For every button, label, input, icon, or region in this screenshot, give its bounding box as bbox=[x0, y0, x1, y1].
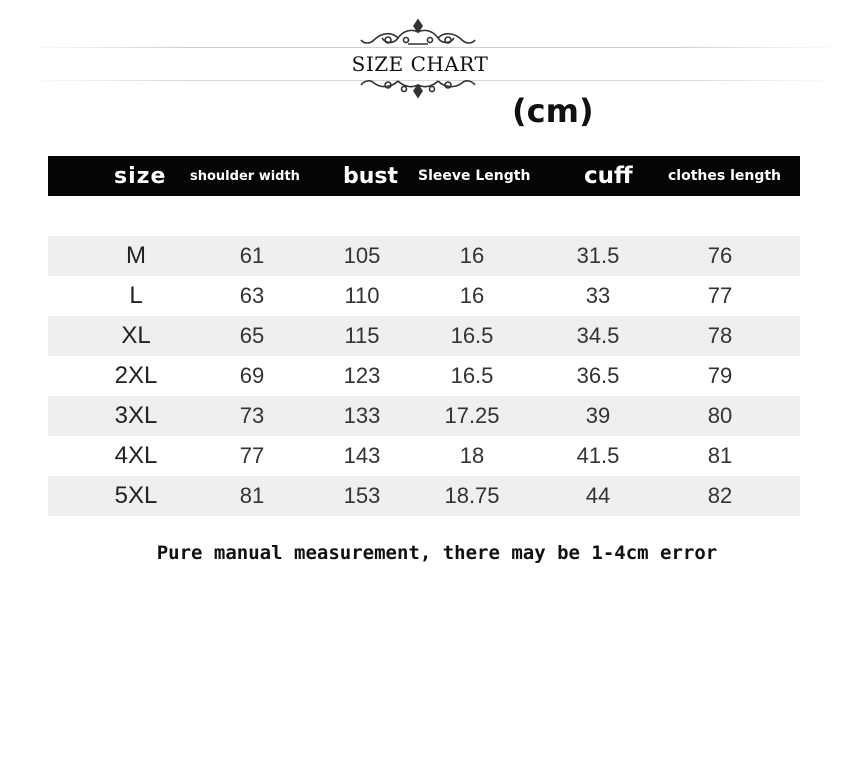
cell-length: 77 bbox=[707, 283, 733, 308]
cell-shoulder: 81 bbox=[239, 483, 265, 508]
cell-length: 81 bbox=[707, 443, 733, 468]
cell-shoulder: 69 bbox=[239, 363, 265, 388]
ornament-top-icon bbox=[358, 16, 478, 48]
unit-label: (cm) bbox=[512, 92, 594, 130]
cell-cuff: 33 bbox=[585, 283, 611, 308]
cell-bust: 133 bbox=[343, 403, 381, 428]
cell-bust: 115 bbox=[344, 323, 380, 348]
cell-sleeve: 16.5 bbox=[450, 323, 494, 348]
cell-length: 79 bbox=[707, 363, 733, 388]
cell-size: 4XL bbox=[114, 442, 158, 469]
header-sleeve-length: Sleeve Length bbox=[418, 168, 531, 184]
cell-cuff: 34.5 bbox=[576, 323, 620, 348]
cell-bust: 105 bbox=[343, 243, 381, 268]
cell-size: 5XL bbox=[114, 482, 158, 509]
table-header bbox=[48, 156, 800, 196]
cell-cuff: 36.5 bbox=[576, 363, 620, 388]
cell-bust: 110 bbox=[344, 283, 380, 308]
cell-shoulder: 65 bbox=[239, 323, 265, 348]
cell-shoulder: 61 bbox=[239, 243, 265, 268]
cell-sleeve: 17.25 bbox=[444, 403, 500, 428]
table-row bbox=[48, 276, 800, 316]
cell-length: 82 bbox=[707, 483, 733, 508]
cell-size: M bbox=[126, 242, 146, 269]
table-row bbox=[48, 476, 800, 516]
measurement-note: Pure manual measurement, there may be 1-4cm error bbox=[156, 542, 718, 564]
cell-size: 3XL bbox=[114, 402, 158, 429]
header-bust: bust bbox=[343, 163, 399, 189]
cell-shoulder: 63 bbox=[239, 283, 265, 308]
cell-cuff: 41.5 bbox=[576, 443, 620, 468]
table-row bbox=[48, 316, 800, 356]
table-row bbox=[48, 396, 800, 436]
cell-sleeve: 16 bbox=[459, 283, 485, 308]
cell-size: 2XL bbox=[114, 362, 158, 389]
header-clothes-length: clothes length bbox=[668, 168, 782, 184]
size-table-body bbox=[48, 236, 800, 516]
header-cuff: cuff bbox=[584, 163, 633, 189]
header-size: size bbox=[114, 163, 167, 189]
cell-sleeve: 16 bbox=[459, 243, 485, 268]
cell-bust: 123 bbox=[343, 363, 381, 388]
cell-sleeve: 18 bbox=[459, 443, 485, 468]
cell-size: L bbox=[129, 282, 143, 309]
cell-length: 76 bbox=[707, 243, 733, 268]
cell-shoulder: 77 bbox=[239, 443, 265, 468]
cell-cuff: 39 bbox=[585, 403, 611, 428]
table-row bbox=[48, 356, 800, 396]
cell-length: 78 bbox=[707, 323, 733, 348]
cell-sleeve: 16.5 bbox=[450, 363, 494, 388]
cell-shoulder: 73 bbox=[239, 403, 265, 428]
cell-bust: 153 bbox=[343, 483, 381, 508]
cell-cuff: 31.5 bbox=[576, 243, 620, 268]
table-row bbox=[48, 436, 800, 476]
cell-sleeve: 18.75 bbox=[444, 483, 500, 508]
ornament-bottom-icon bbox=[358, 77, 478, 103]
cell-bust: 143 bbox=[343, 443, 381, 468]
page-title: SIZE CHART bbox=[340, 52, 500, 76]
header-shoulder-width: shoulder width bbox=[190, 168, 300, 184]
cell-cuff: 44 bbox=[585, 483, 611, 508]
cell-length: 80 bbox=[707, 403, 733, 428]
cell-size: XL bbox=[121, 322, 151, 349]
table-row bbox=[48, 236, 800, 276]
